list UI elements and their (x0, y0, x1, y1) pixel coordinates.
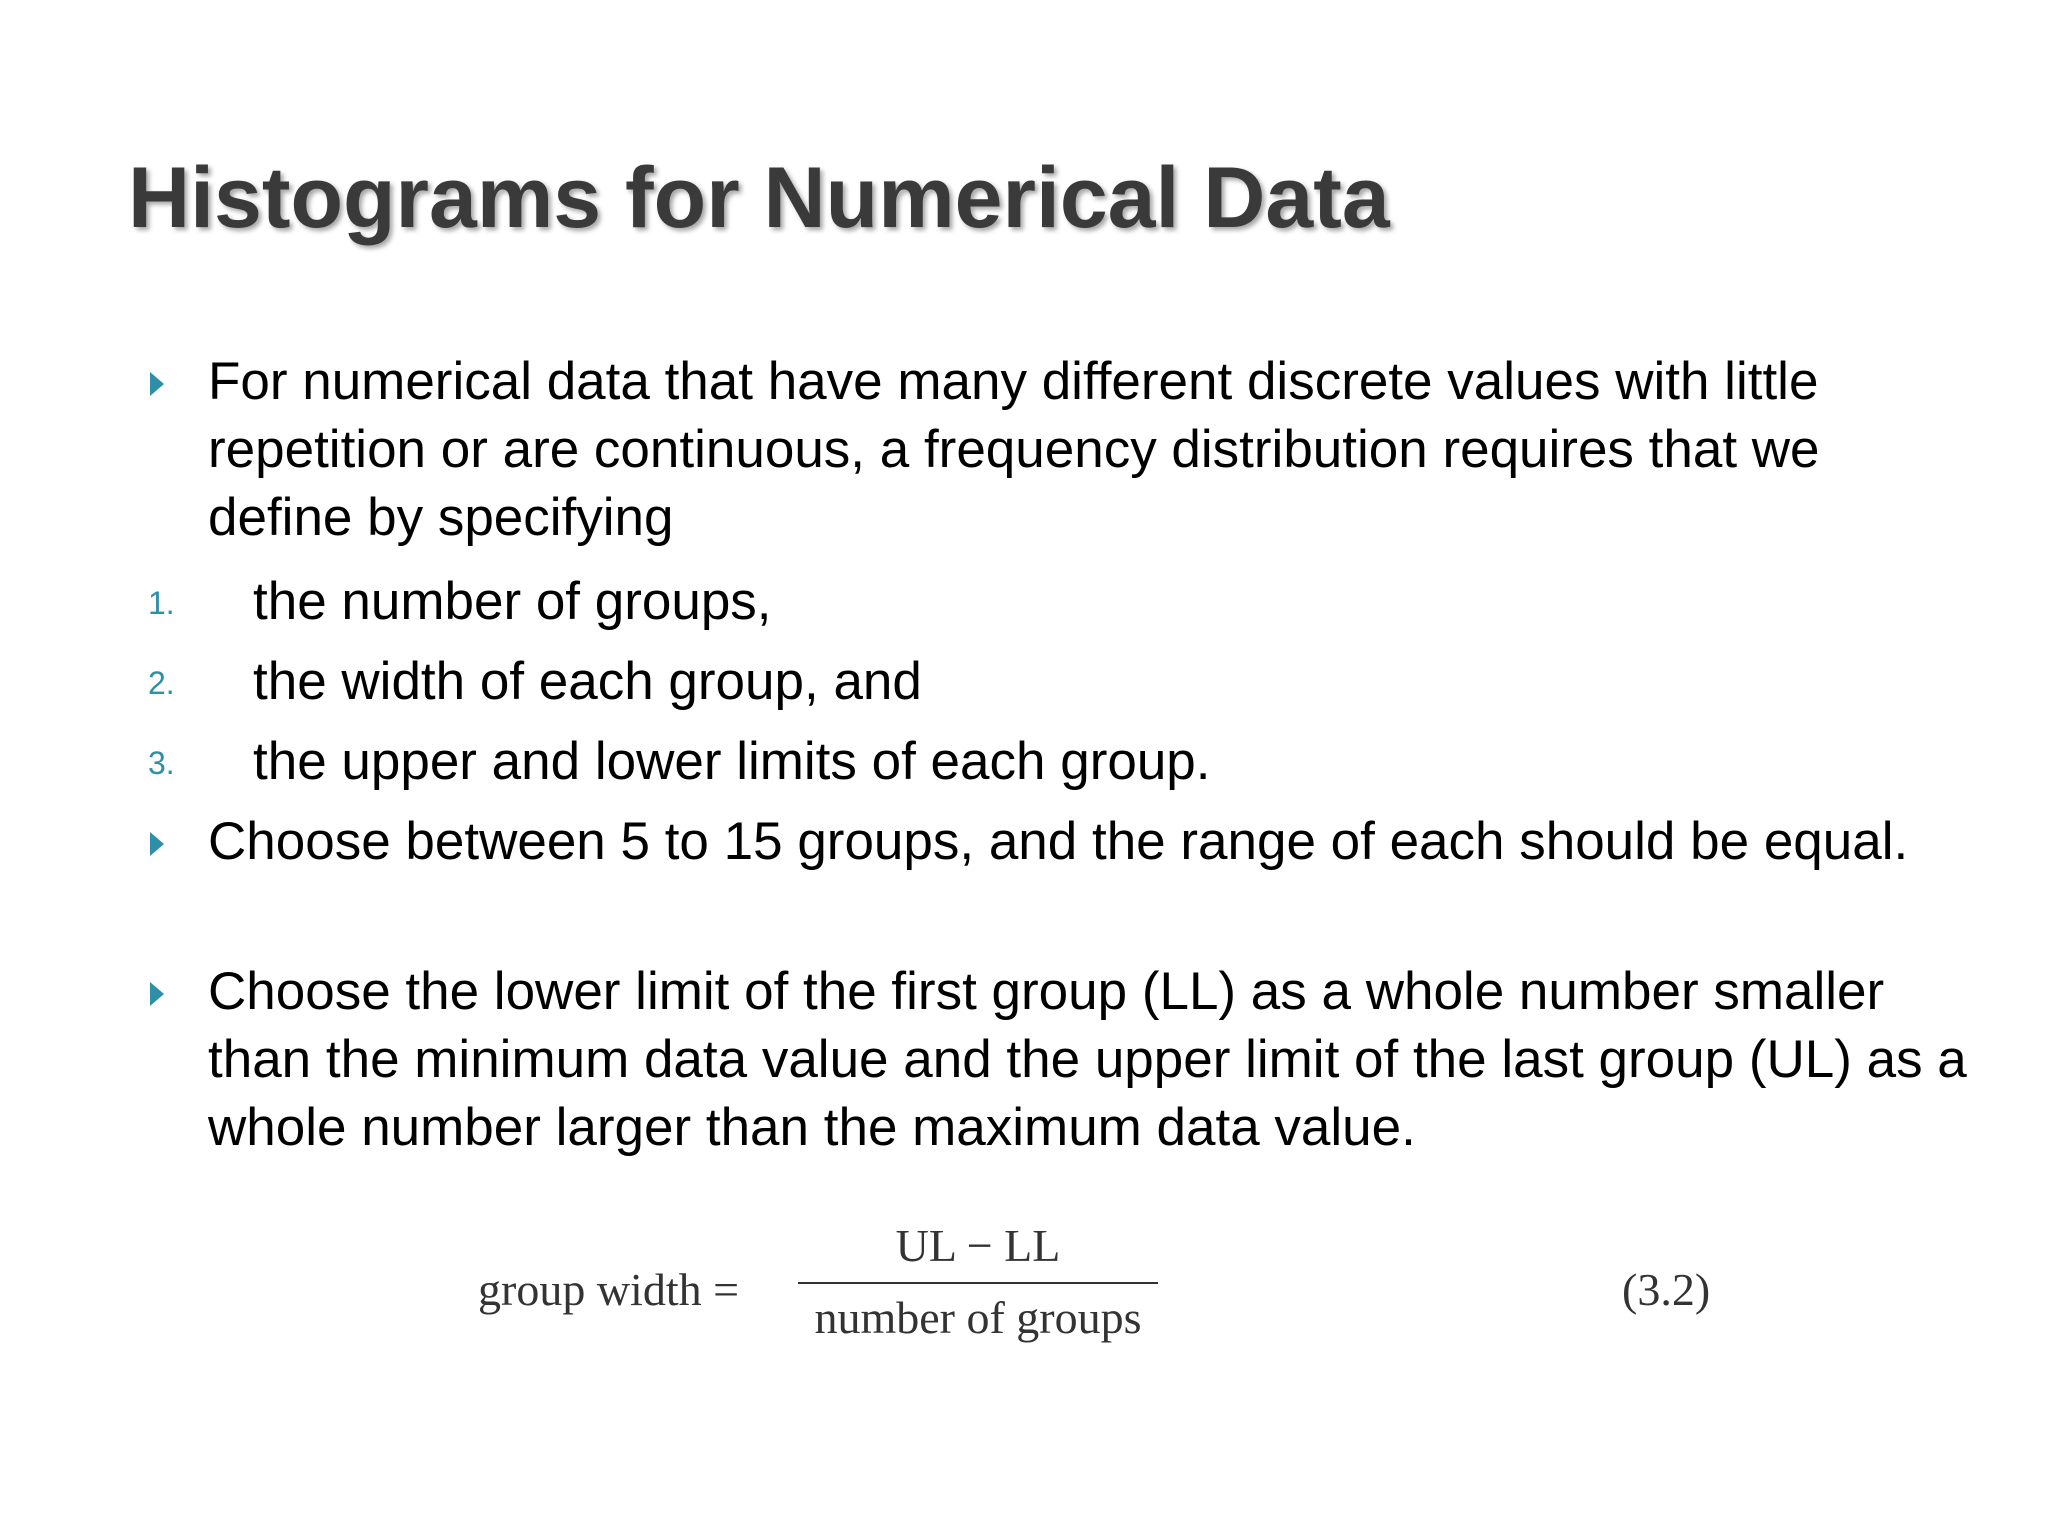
list-number: 2. (148, 665, 175, 701)
slide-title: Histograms for Numerical Data (128, 150, 1390, 246)
bullet-text: Choose between 5 to 15 groups, and the range of each should be equal. (208, 812, 1909, 871)
fraction-bar (798, 1282, 1158, 1284)
formula-numerator: UL − LL (895, 1220, 1061, 1271)
numbered-text: the upper and lower limits of each group. (253, 732, 1211, 791)
group-width-formula (478, 1212, 1738, 1352)
bullet-text: Choose the lower limit of the first group (LL) as a whole number smaller than the minimum data value and the upper limit of the last group (UL) as a whole number larger than the maximum data value. (208, 962, 1967, 1157)
bullet-text: For numerical data that have many different discrete values with little repetition or are continuous, a frequency distribution requires that we define by specifying (208, 352, 1820, 547)
equation-number: (3.2) (1622, 1264, 1711, 1315)
bullet-arrow-icon (150, 372, 164, 396)
list-number: 3. (148, 745, 175, 781)
numbered-text: the number of groups, (253, 572, 772, 631)
formula-fraction (798, 1212, 1158, 1352)
list-number: 1. (148, 585, 175, 621)
formula-lhs: group width = (478, 1264, 740, 1315)
formula-denominator: number of groups (814, 1292, 1142, 1343)
bullet-arrow-icon (150, 982, 164, 1006)
numbered-text: the width of each group, and (253, 652, 922, 711)
bullet-arrow-icon (150, 832, 164, 856)
